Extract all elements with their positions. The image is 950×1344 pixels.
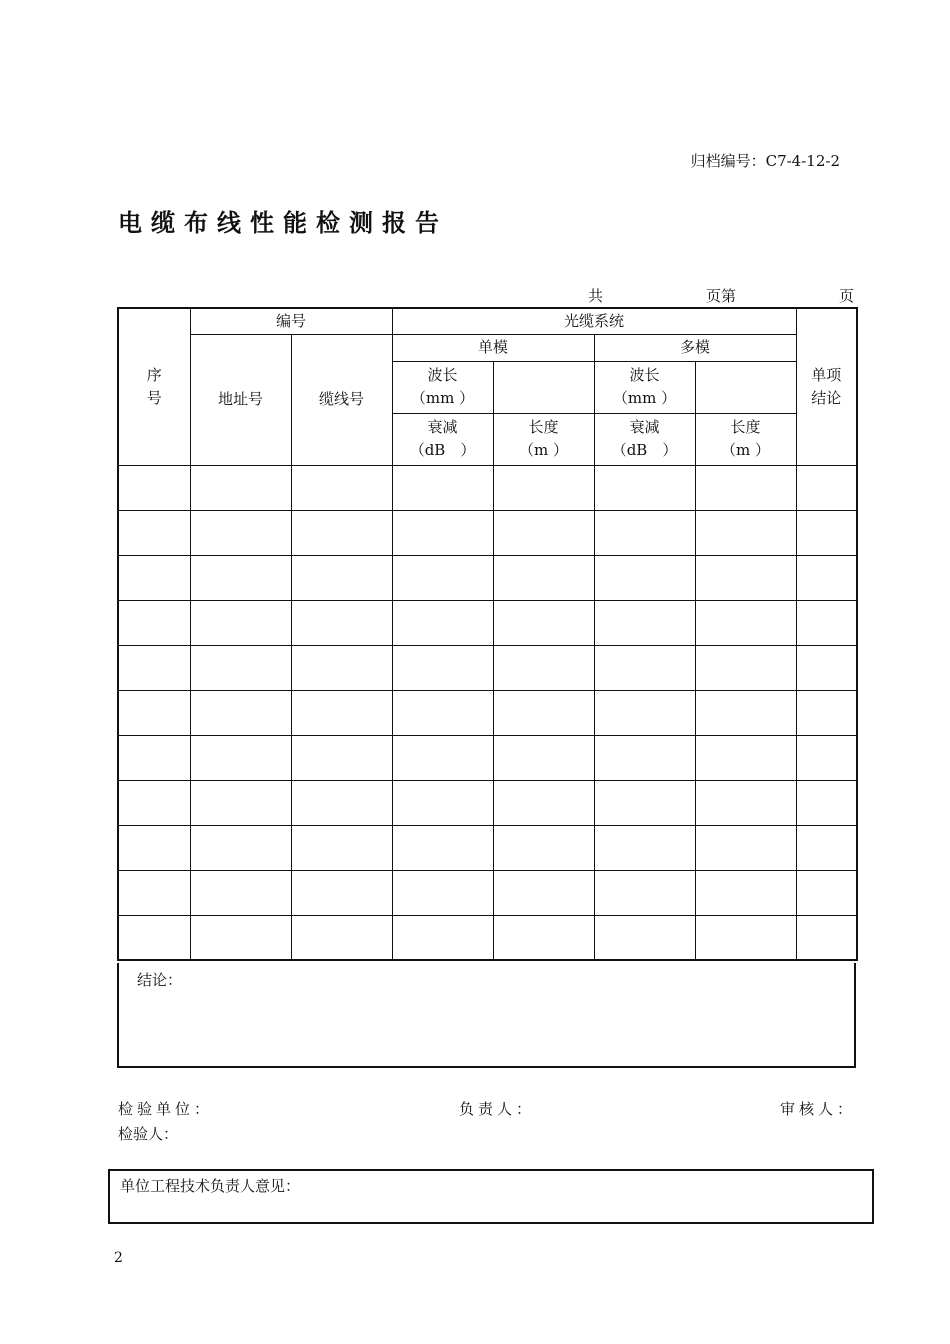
- table-cell[interactable]: [392, 555, 493, 600]
- table-cell[interactable]: [594, 915, 695, 960]
- header-multi-mode: 多模: [594, 334, 796, 361]
- table-cell[interactable]: [594, 780, 695, 825]
- table-cell[interactable]: [392, 600, 493, 645]
- table-cell[interactable]: [695, 780, 796, 825]
- table-cell[interactable]: [695, 465, 796, 510]
- table-cell[interactable]: [118, 735, 190, 780]
- header-number: 编号: [190, 308, 392, 334]
- table-cell[interactable]: [291, 510, 392, 555]
- table-row: [118, 915, 857, 960]
- table-cell[interactable]: [392, 915, 493, 960]
- table-cell[interactable]: [190, 645, 291, 690]
- table-cell[interactable]: [493, 690, 594, 735]
- table-cell[interactable]: [796, 510, 857, 555]
- table-cell[interactable]: [594, 870, 695, 915]
- table-cell[interactable]: [118, 870, 190, 915]
- report-title: 电缆布线性能检测报告: [118, 209, 448, 237]
- header-seq-line1: 序: [146, 365, 162, 384]
- table-cell[interactable]: [695, 645, 796, 690]
- table-cell[interactable]: [190, 690, 291, 735]
- header-seq-line2: 号: [146, 388, 162, 407]
- table-row: [118, 465, 857, 510]
- table-cell[interactable]: [190, 735, 291, 780]
- header-result: [796, 308, 857, 465]
- table-cell[interactable]: [190, 600, 291, 645]
- table-cell[interactable]: [796, 645, 857, 690]
- table-cell[interactable]: [594, 510, 695, 555]
- header-sm-wavelength-label: 波长: [427, 366, 458, 384]
- table-cell[interactable]: [392, 825, 493, 870]
- table-cell[interactable]: [493, 645, 594, 690]
- header-sm-wavelength: [392, 361, 493, 413]
- header-mm-attenuation-unit: （dB ）: [611, 441, 678, 459]
- table-cell[interactable]: [392, 465, 493, 510]
- header-sm-attenuation-label: 衰减: [427, 418, 458, 436]
- table-cell[interactable]: [118, 645, 190, 690]
- table-row: [118, 600, 857, 645]
- table-cell[interactable]: [291, 600, 392, 645]
- table-cell[interactable]: [594, 825, 695, 870]
- header-sm-length-label: 长度: [528, 418, 559, 436]
- table-cell[interactable]: [392, 510, 493, 555]
- header-address: 地址号: [190, 334, 291, 465]
- table-cell[interactable]: [190, 870, 291, 915]
- table-cell[interactable]: [796, 870, 857, 915]
- table-row: [118, 870, 857, 915]
- table-cell[interactable]: [796, 825, 857, 870]
- opinion-label: 单位工程技术负责人意见：: [120, 1177, 301, 1195]
- header-mm-wavelength-unit: （mm ）: [612, 389, 677, 407]
- table-cell[interactable]: [291, 690, 392, 735]
- header-mm-length-label: 长度: [730, 418, 761, 436]
- table-cell[interactable]: [291, 645, 392, 690]
- table-cell[interactable]: [392, 870, 493, 915]
- table-cell[interactable]: [594, 645, 695, 690]
- responsible-label: 负责人：: [459, 1100, 536, 1118]
- table-cell[interactable]: [190, 915, 291, 960]
- page-total-label: 共: [588, 287, 604, 305]
- table-cell[interactable]: [493, 870, 594, 915]
- table-cell[interactable]: [190, 510, 291, 555]
- table-cell[interactable]: [796, 915, 857, 960]
- table-row: [118, 555, 857, 600]
- table-cell[interactable]: [695, 915, 796, 960]
- table-cell[interactable]: [493, 555, 594, 600]
- reviewer-label: 审核人：: [780, 1100, 857, 1118]
- header-result-line2: 结论: [811, 388, 842, 407]
- table-cell[interactable]: [291, 735, 392, 780]
- table-cell[interactable]: [118, 915, 190, 960]
- table-cell[interactable]: [493, 600, 594, 645]
- table-cell[interactable]: [594, 465, 695, 510]
- page-end-label: 页: [839, 287, 855, 305]
- table-row: [118, 645, 857, 690]
- table-cell[interactable]: [118, 465, 190, 510]
- table-cell[interactable]: [291, 825, 392, 870]
- table-cell[interactable]: [392, 735, 493, 780]
- opinion-box[interactable]: [108, 1169, 874, 1224]
- table-cell[interactable]: [118, 825, 190, 870]
- table-cell[interactable]: [594, 555, 695, 600]
- table-cell[interactable]: [392, 645, 493, 690]
- table-cell[interactable]: [493, 465, 594, 510]
- table-cell[interactable]: [118, 555, 190, 600]
- table-cell[interactable]: [493, 735, 594, 780]
- table-cell[interactable]: [493, 915, 594, 960]
- table-cell[interactable]: [796, 735, 857, 780]
- table-row: [118, 735, 857, 780]
- header-sm-attenuation: [392, 413, 493, 465]
- table-cell[interactable]: [695, 735, 796, 780]
- header-sm-length: [493, 413, 594, 465]
- table-cell[interactable]: [392, 780, 493, 825]
- table-cell[interactable]: [695, 870, 796, 915]
- table-cell[interactable]: [392, 690, 493, 735]
- header-sm-blank: [493, 361, 594, 413]
- header-single-mode: 单模: [392, 334, 594, 361]
- table-cell[interactable]: [118, 690, 190, 735]
- table-cell[interactable]: [493, 825, 594, 870]
- table-cell[interactable]: [695, 555, 796, 600]
- table-cell[interactable]: [594, 735, 695, 780]
- table-cell[interactable]: [291, 555, 392, 600]
- conclusion-label: 结论：: [137, 971, 183, 989]
- table-cell[interactable]: [594, 690, 695, 735]
- table-cell[interactable]: [796, 780, 857, 825]
- header-fiber-system: 光缆系统: [392, 308, 796, 334]
- page-current-label: 页第: [706, 287, 737, 305]
- table-cell[interactable]: [291, 465, 392, 510]
- header-mm-wavelength-label: 波长: [629, 366, 660, 384]
- table-cell[interactable]: [796, 555, 857, 600]
- inspector-label: 检验人：: [118, 1125, 179, 1143]
- table-cell[interactable]: [594, 600, 695, 645]
- table-cell[interactable]: [695, 825, 796, 870]
- table-cell[interactable]: [118, 510, 190, 555]
- table-cell[interactable]: [190, 465, 291, 510]
- table-cell[interactable]: [695, 690, 796, 735]
- table-cell[interactable]: [190, 555, 291, 600]
- test-report-table: [117, 307, 858, 961]
- archive-number: 归档编号：C7-4-12-2: [690, 152, 840, 170]
- inspect-unit-label: 检验单位：: [118, 1100, 214, 1118]
- header-result-line1: 单项: [811, 365, 842, 384]
- header-mm-blank: [695, 361, 796, 413]
- table-cell[interactable]: [118, 600, 190, 645]
- table-cell[interactable]: [695, 510, 796, 555]
- table-row: [118, 825, 857, 870]
- header-mm-length: [695, 413, 796, 465]
- header-seq: [118, 308, 190, 465]
- table-row: [118, 690, 857, 735]
- table-cell[interactable]: [796, 465, 857, 510]
- table-cell[interactable]: [291, 915, 392, 960]
- header-sm-length-unit: （m ）: [519, 441, 569, 459]
- table-cell[interactable]: [190, 780, 291, 825]
- header-cable: 缆线号: [291, 334, 392, 465]
- header-sm-attenuation-unit: （dB ）: [409, 441, 476, 459]
- table-row: [118, 510, 857, 555]
- table-cell[interactable]: [796, 690, 857, 735]
- header-mm-attenuation-label: 衰减: [629, 418, 660, 436]
- table-cell[interactable]: [493, 510, 594, 555]
- conclusion-box[interactable]: [117, 963, 856, 1068]
- table-cell[interactable]: [695, 600, 796, 645]
- table-cell[interactable]: [190, 825, 291, 870]
- page-number: 2: [114, 1250, 123, 1266]
- table-cell[interactable]: [291, 870, 392, 915]
- table-row: [118, 780, 857, 825]
- header-mm-attenuation: [594, 413, 695, 465]
- table-cell[interactable]: [796, 600, 857, 645]
- header-mm-wavelength: [594, 361, 695, 413]
- table-cell[interactable]: [291, 780, 392, 825]
- header-mm-length-unit: （m ）: [721, 441, 771, 459]
- table-cell[interactable]: [118, 780, 190, 825]
- table-cell[interactable]: [493, 780, 594, 825]
- header-sm-wavelength-unit: （mm ）: [410, 389, 475, 407]
